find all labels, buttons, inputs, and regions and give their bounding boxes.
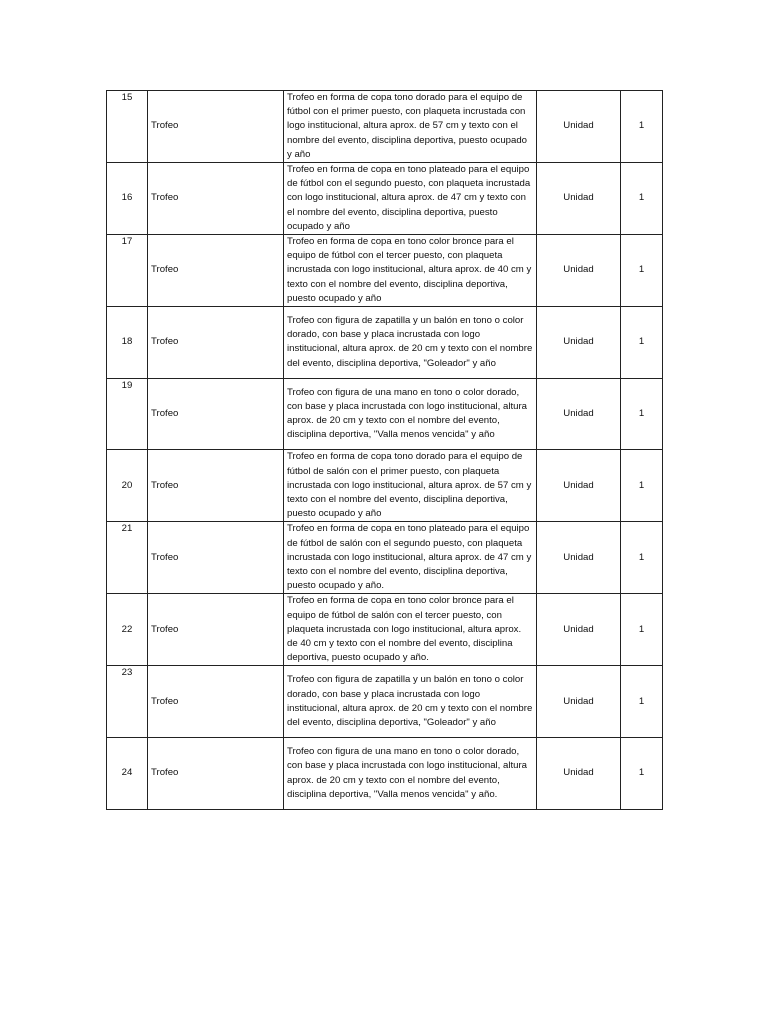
item-description: Trofeo en forma de copa tono dorado para el equipo de fútbol con el primer puesto, con plaqueta incrustada con logo institucional, altura aprox. de 57 cm y texto con el nombre del evento, disciplina deportiva, puesto ocupado y año <box>284 91 537 163</box>
item-quantity: 1 <box>621 450 663 522</box>
item-name: Trofeo <box>148 594 284 666</box>
item-unit: Unidad <box>537 666 621 738</box>
item-name: Trofeo <box>148 522 284 594</box>
item-number: 15 <box>107 91 148 163</box>
item-number: 18 <box>107 307 148 379</box>
item-quantity: 1 <box>621 378 663 450</box>
item-quantity: 1 <box>621 666 663 738</box>
item-quantity: 1 <box>621 738 663 810</box>
item-number: 16 <box>107 163 148 235</box>
item-unit: Unidad <box>537 307 621 379</box>
item-unit: Unidad <box>537 522 621 594</box>
item-number: 22 <box>107 594 148 666</box>
table-row <box>107 235 663 307</box>
item-description: Trofeo con figura de zapatilla y un balón en tono o color dorado, con base y placa incrustada con logo institucional, altura aprox. de 20 cm y texto con el nombre del evento, disciplina deportiva, "Goleador" y año <box>284 666 537 738</box>
table-row <box>107 378 663 450</box>
table-row <box>107 163 663 235</box>
item-description: Trofeo en forma de copa tono dorado para el equipo de fútbol de salón con el primer puesto, con plaqueta incrustada con logo institucional, altura aprox. de 57 cm y texto con el nombre del evento, disciplina deportiva, puesto ocupado y año <box>284 450 537 522</box>
item-description: Trofeo en forma de copa en tono color bronce para el equipo de fútbol de salón con el tercer puesto, con plaqueta incrustada con logo institucional, altura aprox. de 40 cm y texto con el nombre del evento, disciplina deportiva, puesto ocupado y año. <box>284 594 537 666</box>
item-unit: Unidad <box>537 163 621 235</box>
item-description: Trofeo con figura de una mano en tono o color dorado, con base y placa incrustada con logo institucional, altura aprox. de 20 cm y texto con el nombre del evento, disciplina deportiva, "Valla menos vencida" y año. <box>284 738 537 810</box>
item-unit: Unidad <box>537 738 621 810</box>
item-description: Trofeo con figura de zapatilla y un balón en tono o color dorado, con base y placa incrustada con logo institucional, altura aprox. de 20 cm y texto con el nombre del evento, disciplina deportiva, "Goleador" y año <box>284 307 537 379</box>
item-unit: Unidad <box>537 450 621 522</box>
item-unit: Unidad <box>537 378 621 450</box>
item-name: Trofeo <box>148 91 284 163</box>
item-name: Trofeo <box>148 378 284 450</box>
item-quantity: 1 <box>621 522 663 594</box>
table-row <box>107 666 663 738</box>
item-quantity: 1 <box>621 91 663 163</box>
item-name: Trofeo <box>148 738 284 810</box>
item-description: Trofeo en forma de copa en tono plateado para el equipo de fútbol con el segundo puesto, con plaqueta incrustada con logo institucional, altura aprox. de 47 cm y texto con el nombre del evento, disciplina deportiva, puesto ocupado y año <box>284 163 537 235</box>
item-description: Trofeo con figura de una mano en tono o color dorado, con base y placa incrustada con logo institucional, altura aprox. de 20 cm y texto con el nombre del evento, disciplina deportiva, "Valla menos vencida" y año <box>284 378 537 450</box>
item-description: Trofeo en forma de copa en tono plateado para el equipo de fútbol de salón con el segundo puesto, con plaqueta incrustada con logo institucional, altura aprox. de 47 cm y texto con el nombre del evento, disciplina deportiva, puesto ocupado y año. <box>284 522 537 594</box>
table-row <box>107 522 663 594</box>
item-unit: Unidad <box>537 235 621 307</box>
item-description: Trofeo en forma de copa en tono color bronce para el equipo de fútbol con el tercer puesto, con plaqueta incrustada con logo institucional, altura aprox. de 40 cm y texto con el nombre del evento, disciplina deportiva, puesto ocupado y año <box>284 235 537 307</box>
item-quantity: 1 <box>621 307 663 379</box>
item-quantity: 1 <box>621 163 663 235</box>
item-quantity: 1 <box>621 594 663 666</box>
table-row <box>107 594 663 666</box>
item-number: 24 <box>107 738 148 810</box>
item-number: 19 <box>107 378 148 450</box>
table-row <box>107 738 663 810</box>
items-table <box>106 90 663 810</box>
item-unit: Unidad <box>537 91 621 163</box>
item-name: Trofeo <box>148 307 284 379</box>
item-unit: Unidad <box>537 594 621 666</box>
table-row <box>107 450 663 522</box>
item-name: Trofeo <box>148 666 284 738</box>
item-number: 23 <box>107 666 148 738</box>
item-number: 20 <box>107 450 148 522</box>
item-name: Trofeo <box>148 450 284 522</box>
table-row <box>107 307 663 379</box>
item-number: 17 <box>107 235 148 307</box>
item-number: 21 <box>107 522 148 594</box>
item-quantity: 1 <box>621 235 663 307</box>
item-name: Trofeo <box>148 235 284 307</box>
item-name: Trofeo <box>148 163 284 235</box>
table-row <box>107 91 663 163</box>
